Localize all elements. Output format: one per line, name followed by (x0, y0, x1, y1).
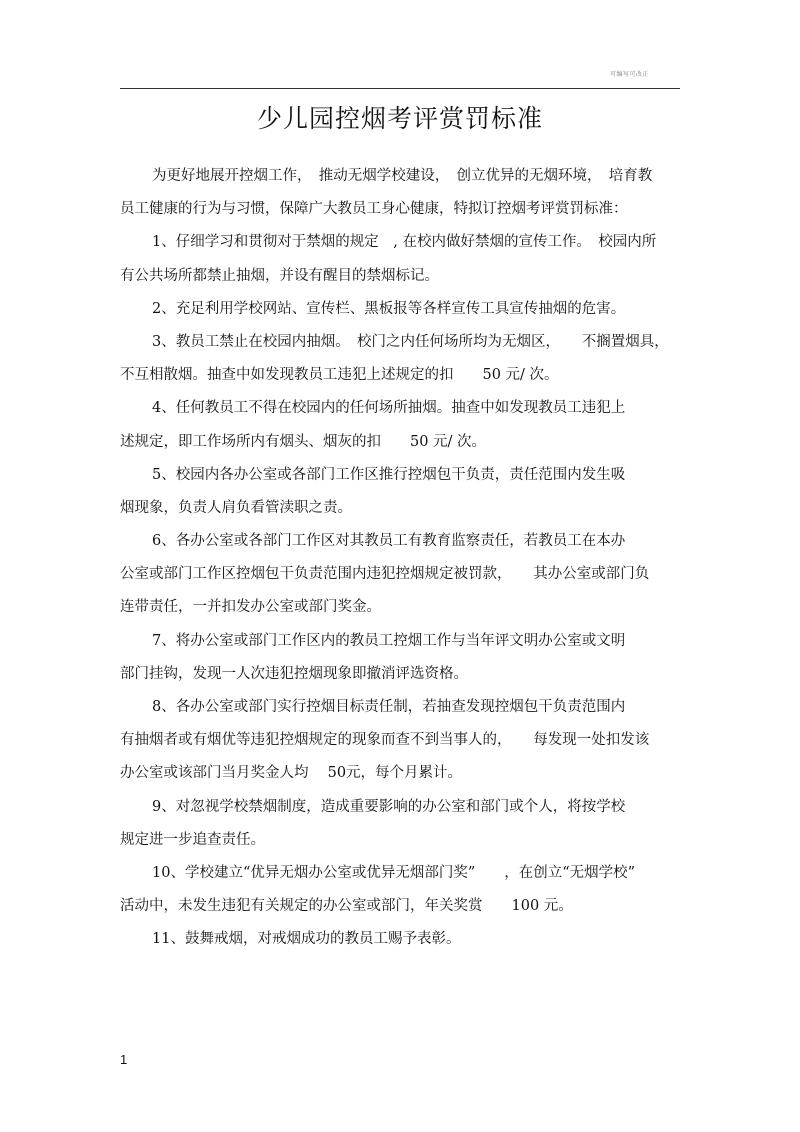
clause-3-line-2: 不互相散烟。抽查中如发现教员工违犯上述规定的扣 50 元/ 次。 (120, 367, 559, 384)
clause-7-line-1: 7、将办公室或部门工作区内的教员工控烟工作与当年评文明办公室或文明 (152, 632, 626, 649)
clause-9-line-2: 规定进一步追查责任。 (120, 831, 265, 848)
clause-10-line-1: 10、学校建立“优异无烟办公室或优异无烟部门奖” ，在创立“无烟学校” (152, 864, 636, 881)
clause-8-line-2: 有抽烟者或有烟优等违犯控烟规定的现象而查不到当事人的， 每发现一处扣发该 (120, 732, 650, 749)
clause-2-line-1: 2、充足利用学校网站、宣传栏、黑板报等各样宣传工具宣传抽烟的危害。 (152, 300, 626, 317)
intro-line-1: 为更好地展开控烟工作， 推动无烟学校建设， 创立优异的无烟环境， 培育教 (152, 168, 653, 184)
clause-7-line-2: 部门挂钩，发现一人次违犯控烟现象即撤消评选资格。 (120, 665, 468, 682)
clause-3-line-1: 3、教员工禁止在校园内抽烟。 校门之内任何场所均为无烟区， 不搁置烟具， (152, 333, 669, 350)
clause-1-line-2: 有公共场所都禁止抽烟，并设有醒目的禁烟标记。 (120, 267, 439, 284)
document-title: 少儿园控烟考评赏罚标准 (256, 104, 543, 133)
clause-8-line-1: 8、各办公室或部门实行控烟目标责任制，若抽查发现控烟包干负责范围内 (152, 699, 626, 715)
clause-6-line-2: 公室或部门工作区控烟包干负责范围内违犯控烟规定被罚款， 其办公室或部门负 (120, 566, 650, 583)
header-note: 可编写可改正 (610, 71, 650, 78)
document-body (120, 160, 680, 957)
clause-4-line-2: 述规定，即工作场所内有烟头、烟灰的扣 50 元/ 次。 (120, 433, 487, 450)
clause-5-line-2: 烟现象，负责人肩负看管渎职之责。 (120, 499, 352, 516)
clause-1-line-1: 1、仔细学习和贯彻对于禁烟的规定 , 在校内做好禁烟的宣传工作。 校园内所 (152, 234, 657, 251)
clause-6-line-1: 6、各办公室或各部门工作区对其教员工有教育监察责任，若教员工在本办 (152, 533, 626, 550)
clause-10-line-2: 活动中，未发生违犯有关规定的办公室或部门，年关奖赏 100 元。 (120, 898, 573, 915)
clause-5-line-1: 5、校园内各办公室或各部门工作区推行控烟包干负责，责任范围内发生吸 (152, 466, 626, 483)
header-rule (120, 88, 680, 89)
clause-8-line-3: 办公室或该部门当月奖金人均 50元，每个月累计。 (120, 765, 463, 782)
page-number: 1 (120, 1052, 128, 1067)
clause-11-line-1: 11、鼓舞戒烟，对戒烟成功的教员工赐予表彰。 (152, 931, 461, 948)
clause-9-line-1: 9、对忽视学校禁烟制度，造成重要影响的办公室和部门或个人，将按学校 (152, 798, 626, 815)
clause-4-line-1: 4、任何教员工不得在校园内的任何场所抽烟。抽查中如发现教员工违犯上 (152, 400, 626, 417)
clause-6-line-3: 连带责任，一并扣发办公室或部门奖金。 (120, 599, 381, 616)
intro-line-2: 员工健康的行为与习惯，保障广大教员工身心健康，特拟订控烟考评赏罚标准： (120, 201, 628, 218)
